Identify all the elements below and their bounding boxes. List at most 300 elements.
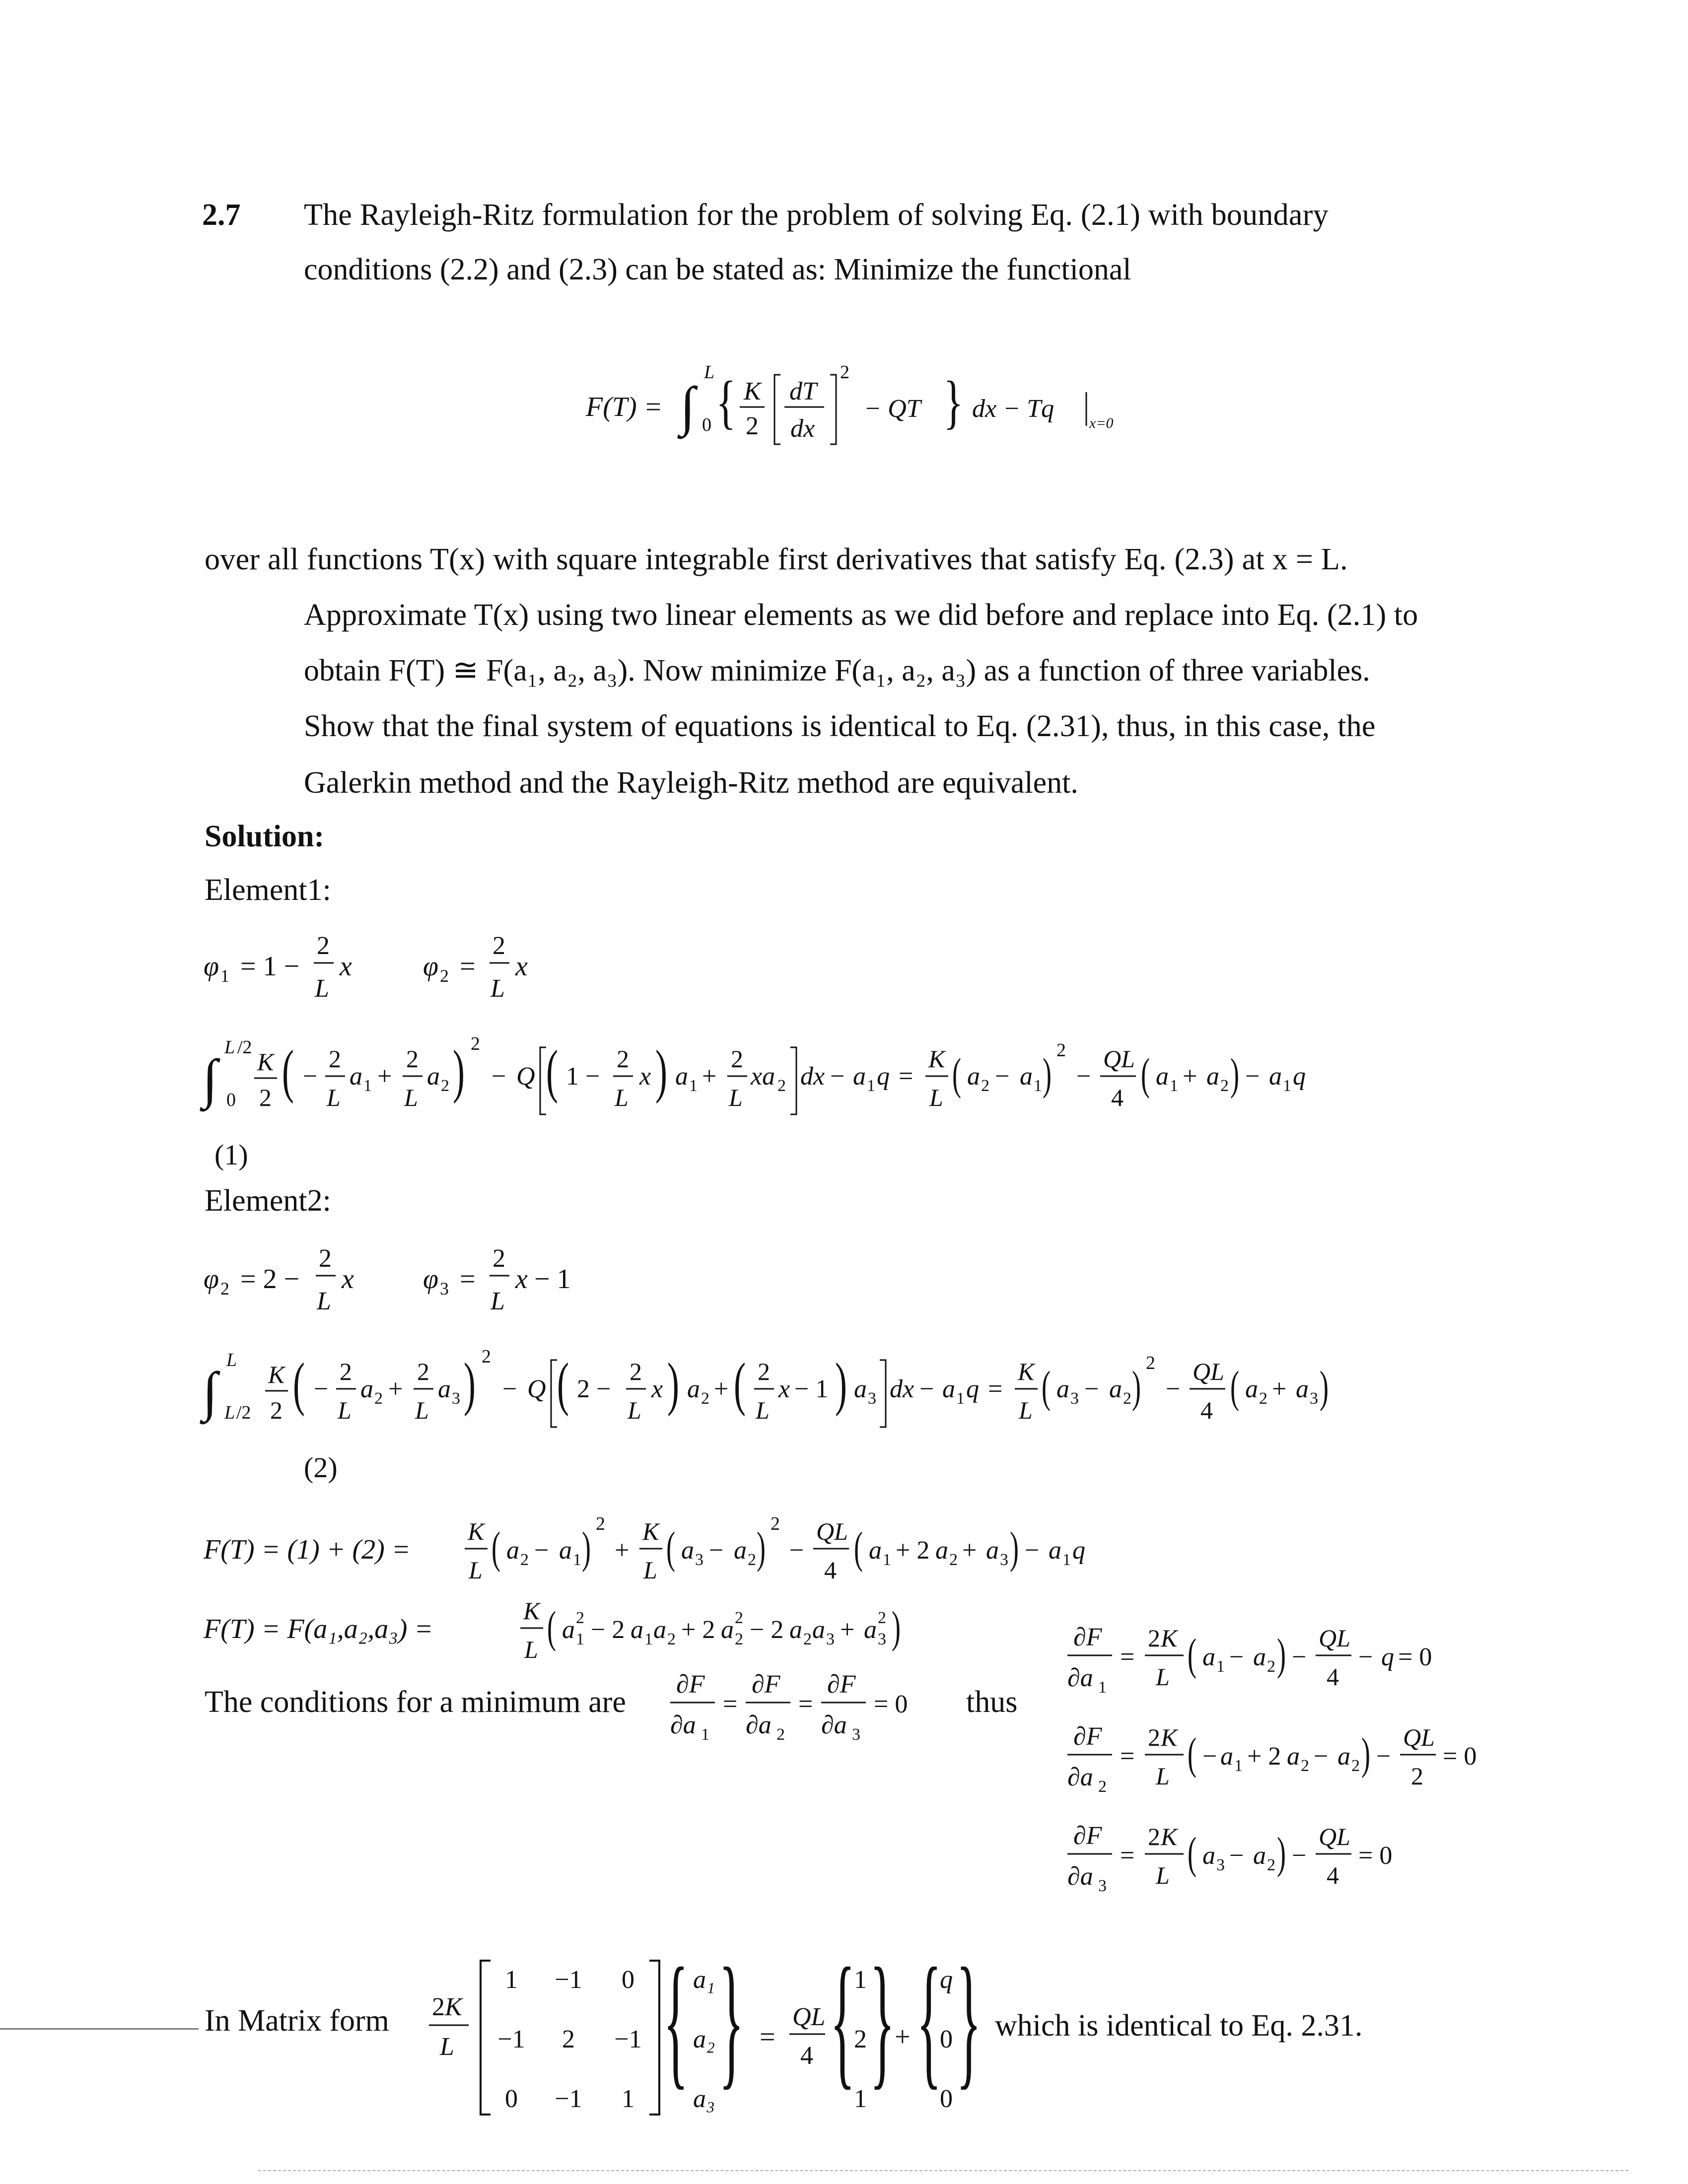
svg-text:a: a bbox=[734, 1536, 747, 1565]
svg-text:2 −: 2 − bbox=[577, 1375, 611, 1403]
svg-text:L: L bbox=[1156, 1663, 1170, 1691]
svg-text:x: x bbox=[639, 1062, 651, 1091]
svg-text:2: 2 bbox=[776, 1725, 785, 1744]
svg-text:2: 2 bbox=[1148, 1624, 1160, 1652]
two-den: 2 bbox=[746, 412, 759, 440]
svg-text:=: = bbox=[460, 1264, 476, 1295]
svg-text:a: a bbox=[1109, 1375, 1122, 1403]
svg-text:a: a bbox=[967, 1062, 980, 1091]
svg-text:2: 2 bbox=[731, 1045, 743, 1073]
svg-text:a: a bbox=[1337, 1742, 1350, 1771]
load-vector-entry: 1 bbox=[854, 1966, 867, 1994]
svg-text:−: − bbox=[1076, 1062, 1091, 1091]
open-brace: { bbox=[716, 369, 736, 435]
svg-text:2: 2 bbox=[878, 1609, 886, 1627]
svg-text:−: − bbox=[709, 1536, 724, 1565]
partial-derivative-equations bbox=[1062, 1611, 1628, 1918]
svg-text:2: 2 bbox=[758, 1358, 770, 1385]
svg-text:2: 2 bbox=[735, 1630, 743, 1648]
svg-text:): ) bbox=[1320, 1363, 1329, 1412]
eval-point: x=0 bbox=[1089, 415, 1114, 431]
svg-text:K: K bbox=[257, 1048, 274, 1076]
svg-text:a: a bbox=[1253, 1842, 1266, 1870]
svg-text:2: 2 bbox=[1267, 1657, 1275, 1676]
svg-text:=: = bbox=[723, 1690, 738, 1718]
svg-text:1: 1 bbox=[689, 1077, 698, 1095]
svg-text:{: { bbox=[916, 1937, 942, 2103]
svg-text:L: L bbox=[1019, 1396, 1033, 1424]
matrix-equation bbox=[417, 1937, 1013, 2129]
svg-text:+: + bbox=[962, 1536, 977, 1565]
svg-text:a: a bbox=[675, 1062, 688, 1091]
svg-text:1: 1 bbox=[576, 1630, 584, 1648]
element1-shape-functions bbox=[199, 923, 606, 1018]
f-expand-lhs: F(T) = F(a₁,a₂,a₃) = bbox=[204, 1614, 433, 1644]
matrix-cell: 0 bbox=[505, 2085, 518, 2113]
matrix-cell: 0 bbox=[622, 1966, 634, 1994]
svg-text:a: a bbox=[1020, 1062, 1033, 1091]
svg-text:a: a bbox=[653, 1616, 666, 1644]
matrix-label: In Matrix form bbox=[205, 2004, 389, 2038]
svg-text:−: − bbox=[502, 1375, 517, 1403]
svg-text:+: + bbox=[388, 1375, 403, 1403]
svg-text:∂F: ∂F bbox=[1073, 1722, 1102, 1751]
svg-text:1: 1 bbox=[363, 1077, 372, 1095]
svg-text:K: K bbox=[468, 1517, 485, 1545]
svg-text:a: a bbox=[1206, 1062, 1219, 1091]
svg-text:): ) bbox=[464, 1351, 476, 1417]
svg-text:): ) bbox=[1277, 1630, 1286, 1680]
svg-text:a: a bbox=[1049, 1536, 1061, 1565]
svg-text:K: K bbox=[445, 1993, 462, 2021]
svg-text:+ 2: + 2 bbox=[681, 1616, 715, 1644]
svg-text:1: 1 bbox=[867, 1077, 875, 1095]
svg-text:a: a bbox=[438, 1375, 451, 1403]
svg-text:QL: QL bbox=[816, 1517, 848, 1545]
svg-text:a: a bbox=[869, 1536, 882, 1565]
matrix-cell: −1 bbox=[497, 2025, 525, 2053]
svg-text:a: a bbox=[942, 1375, 955, 1403]
svg-text:+: + bbox=[1272, 1375, 1287, 1403]
svg-text:4: 4 bbox=[800, 2042, 813, 2070]
svg-text:(: ( bbox=[952, 1050, 961, 1099]
svg-text:−: − bbox=[995, 1062, 1010, 1091]
svg-text:= 1 −: = 1 − bbox=[240, 951, 300, 982]
int-lower: 0 bbox=[702, 414, 711, 435]
matrix-cell: −1 bbox=[555, 1966, 582, 1994]
svg-text:a: a bbox=[1056, 1375, 1069, 1403]
svg-text:−: − bbox=[1292, 1842, 1307, 1870]
svg-text:∂F: ∂F bbox=[1073, 1822, 1102, 1850]
boundary-vector-entry: q bbox=[940, 1966, 953, 1994]
svg-text:x: x bbox=[340, 951, 352, 982]
svg-text:/2: /2 bbox=[237, 1037, 252, 1058]
svg-text:a: a bbox=[559, 1536, 572, 1565]
close-brace: } bbox=[943, 369, 964, 435]
svg-text:2: 2 bbox=[317, 932, 330, 960]
svg-text:): ) bbox=[1010, 1523, 1019, 1573]
svg-text:−: − bbox=[919, 1375, 934, 1403]
svg-text:4: 4 bbox=[824, 1556, 837, 1584]
svg-text:2: 2 bbox=[748, 1551, 756, 1569]
svg-text:2: 2 bbox=[340, 1358, 352, 1385]
svg-text:2: 2 bbox=[630, 1358, 642, 1385]
svg-text:1: 1 bbox=[1034, 1077, 1042, 1095]
svg-text:2: 2 bbox=[440, 966, 449, 986]
svg-text:2: 2 bbox=[492, 1244, 505, 1273]
svg-text:a: a bbox=[506, 1536, 519, 1565]
svg-text:): ) bbox=[757, 1523, 766, 1573]
svg-text:K: K bbox=[1161, 1823, 1178, 1850]
matrix-cell: 1 bbox=[505, 1966, 518, 1994]
svg-text:a: a bbox=[812, 1616, 825, 1644]
svg-text:1: 1 bbox=[1234, 1757, 1243, 1775]
svg-text:−: − bbox=[1292, 1643, 1307, 1671]
svg-text:2: 2 bbox=[1351, 1757, 1360, 1775]
svg-text:2: 2 bbox=[949, 1551, 958, 1569]
element2-shape-functions bbox=[199, 1236, 645, 1330]
svg-text:3: 3 bbox=[878, 1630, 886, 1648]
svg-text:+: + bbox=[702, 1062, 717, 1091]
svg-text:a: a bbox=[427, 1062, 440, 1091]
svg-text:=: = bbox=[760, 2022, 775, 2052]
svg-text:+: + bbox=[615, 1536, 630, 1565]
minus-QT: − QT bbox=[864, 395, 921, 423]
svg-text:2: 2 bbox=[1148, 1823, 1160, 1850]
paragraph-line-5: Galerkin method and the Rayleigh-Ritz method are equivalent. bbox=[304, 766, 1078, 800]
svg-text:(: ( bbox=[1188, 1829, 1196, 1878]
svg-text:2: 2 bbox=[1148, 1723, 1160, 1751]
svg-text:− 2: − 2 bbox=[750, 1616, 784, 1644]
svg-text:QL: QL bbox=[792, 2003, 826, 2031]
svg-text:2: 2 bbox=[1301, 1757, 1309, 1775]
svg-text:1: 1 bbox=[956, 1389, 965, 1408]
svg-text:a: a bbox=[681, 1536, 694, 1565]
svg-text:2: 2 bbox=[1411, 1762, 1423, 1790]
svg-text:x: x bbox=[342, 1264, 354, 1295]
svg-text:= 0: = 0 bbox=[1358, 1842, 1393, 1870]
functional-lhs: F(T) = bbox=[586, 392, 663, 422]
svg-text:): ) bbox=[1230, 1050, 1239, 1099]
svg-text:3: 3 bbox=[1070, 1389, 1079, 1408]
svg-text:a: a bbox=[1202, 1842, 1215, 1870]
svg-text:4: 4 bbox=[1327, 1861, 1339, 1889]
svg-text:2: 2 bbox=[803, 1630, 812, 1648]
svg-text:2: 2 bbox=[1220, 1077, 1229, 1095]
svg-text:QL: QL bbox=[1319, 1624, 1350, 1652]
svg-text:2: 2 bbox=[417, 1358, 429, 1385]
svg-text:1: 1 bbox=[573, 1551, 581, 1569]
svg-text:2: 2 bbox=[329, 1045, 341, 1073]
element1-integral bbox=[199, 1023, 1539, 1137]
svg-text:a: a bbox=[360, 1375, 373, 1403]
dx-term: dx − Tq bbox=[972, 395, 1055, 423]
svg-text:= 0: = 0 bbox=[874, 1690, 908, 1718]
svg-text:+ 2: + 2 bbox=[896, 1536, 930, 1565]
matrix-tail-text: which is identical to Eq. 2.31. bbox=[995, 2009, 1363, 2043]
svg-text:−: − bbox=[789, 1536, 804, 1565]
svg-text:2: 2 bbox=[270, 1396, 282, 1424]
svg-text:=: = bbox=[1120, 1643, 1135, 1671]
paragraph-line-3: obtain F(T) ≅ F(a₁, a₂, a₃). Now minimize F(a₁, a₂, a₃) as a function of three variables. bbox=[304, 654, 1370, 687]
problem-line-2: conditions (2.2) and (2.3) can be stated as: Minimize the functional bbox=[304, 253, 1131, 286]
svg-text:2: 2 bbox=[1146, 1353, 1155, 1373]
svg-text:a: a bbox=[721, 1616, 734, 1644]
svg-text:L: L bbox=[226, 1350, 237, 1370]
svg-text:): ) bbox=[892, 1603, 901, 1652]
svg-text:2: 2 bbox=[406, 1045, 419, 1073]
svg-text:a: a bbox=[1156, 1062, 1169, 1091]
svg-text:/2: /2 bbox=[236, 1402, 251, 1423]
svg-text:3: 3 bbox=[1310, 1389, 1318, 1408]
svg-text:−: − bbox=[830, 1062, 845, 1091]
svg-text:+: + bbox=[714, 1375, 729, 1403]
svg-text:1: 1 bbox=[1098, 1678, 1107, 1697]
svg-text:): ) bbox=[582, 1523, 591, 1573]
svg-text:2: 2 bbox=[441, 1077, 449, 1095]
svg-text:+ 2: + 2 bbox=[1247, 1742, 1281, 1771]
svg-text:(: ( bbox=[853, 1523, 863, 1573]
svg-text:): ) bbox=[1277, 1829, 1286, 1878]
svg-text:(: ( bbox=[734, 1351, 746, 1417]
svg-text:2: 2 bbox=[1056, 1040, 1066, 1061]
functional-sum bbox=[199, 1504, 1340, 1593]
svg-text:QL: QL bbox=[1193, 1358, 1224, 1385]
svg-text:2: 2 bbox=[374, 1389, 383, 1408]
element1-tag: (1) bbox=[214, 1139, 248, 1171]
svg-text:L: L bbox=[440, 2033, 454, 2061]
unknown-vector-entry: a₂ bbox=[693, 2025, 715, 2053]
svg-text:1: 1 bbox=[1283, 1077, 1291, 1095]
svg-text:−: − bbox=[492, 1062, 506, 1091]
load-vector-entry: 2 bbox=[854, 2025, 867, 2053]
svg-text:∂a: ∂a bbox=[746, 1711, 772, 1739]
svg-text:L: L bbox=[628, 1396, 641, 1424]
svg-text:L: L bbox=[524, 1636, 538, 1663]
svg-text:a: a bbox=[854, 1375, 867, 1403]
element1-label: Element1: bbox=[205, 873, 331, 907]
svg-text:= 0: = 0 bbox=[1398, 1643, 1432, 1671]
svg-text:a: a bbox=[1296, 1375, 1309, 1403]
conditions-partials bbox=[665, 1658, 953, 1757]
svg-text:1: 1 bbox=[1062, 1551, 1071, 1569]
svg-text:2: 2 bbox=[735, 1609, 743, 1627]
svg-text:3: 3 bbox=[1000, 1551, 1008, 1569]
svg-text:2: 2 bbox=[319, 1244, 332, 1273]
svg-text:(: ( bbox=[1042, 1363, 1051, 1412]
svg-text:−: − bbox=[1166, 1375, 1181, 1403]
svg-text:K: K bbox=[642, 1517, 659, 1545]
svg-text:a: a bbox=[1287, 1742, 1300, 1771]
matrix-cell: 2 bbox=[562, 2025, 575, 2053]
svg-text:a: a bbox=[1269, 1062, 1282, 1091]
svg-text:(: ( bbox=[1188, 1630, 1196, 1680]
svg-text:2: 2 bbox=[520, 1551, 529, 1569]
svg-text:a: a bbox=[789, 1616, 802, 1644]
svg-text:dx: dx bbox=[800, 1062, 825, 1091]
svg-text:3: 3 bbox=[826, 1630, 835, 1648]
svg-text:(: ( bbox=[557, 1351, 569, 1417]
svg-text:=: = bbox=[1120, 1742, 1135, 1771]
svg-text:φ: φ bbox=[204, 951, 219, 982]
svg-text:∂a: ∂a bbox=[1067, 1664, 1093, 1692]
svg-text:(: ( bbox=[1188, 1729, 1196, 1779]
svg-text:∂a: ∂a bbox=[821, 1711, 847, 1739]
svg-text:−: − bbox=[1376, 1742, 1391, 1771]
svg-text:1 −: 1 − bbox=[566, 1062, 600, 1091]
svg-text:2: 2 bbox=[777, 1077, 786, 1095]
svg-text:L: L bbox=[404, 1084, 418, 1111]
svg-text:1: 1 bbox=[644, 1630, 653, 1648]
matrix-cell: 1 bbox=[622, 2085, 634, 2113]
svg-text:L: L bbox=[929, 1084, 943, 1111]
svg-text:L: L bbox=[338, 1396, 352, 1424]
svg-text:K: K bbox=[928, 1045, 945, 1073]
svg-text:(: ( bbox=[492, 1523, 500, 1573]
svg-text:+: + bbox=[895, 2022, 911, 2052]
svg-text:−: − bbox=[1245, 1062, 1260, 1091]
svg-text:∂F: ∂F bbox=[752, 1670, 780, 1699]
svg-text:3: 3 bbox=[1216, 1856, 1225, 1874]
svg-text:QL: QL bbox=[1403, 1723, 1435, 1751]
scan-line-left bbox=[0, 2028, 199, 2030]
svg-text:2: 2 bbox=[576, 1609, 584, 1627]
svg-text:−: − bbox=[1202, 1742, 1217, 1771]
svg-text:{: { bbox=[663, 1937, 689, 2103]
unknown-vector-entry: a₃ bbox=[693, 2085, 715, 2113]
square: 2 bbox=[840, 362, 849, 383]
matrix-cell: −1 bbox=[614, 2025, 642, 2053]
svg-text:a: a bbox=[1220, 1742, 1233, 1771]
svg-text:=: = bbox=[988, 1375, 1003, 1403]
svg-text:4: 4 bbox=[1200, 1396, 1213, 1424]
svg-text:L: L bbox=[469, 1556, 483, 1584]
svg-text:L: L bbox=[1156, 1762, 1170, 1790]
svg-text:2: 2 bbox=[432, 1993, 445, 2021]
svg-text:=: = bbox=[899, 1062, 914, 1091]
svg-text:a: a bbox=[350, 1062, 362, 1091]
svg-text:+: + bbox=[840, 1616, 855, 1644]
svg-text:1: 1 bbox=[1170, 1077, 1178, 1095]
svg-text:K: K bbox=[1161, 1624, 1178, 1652]
svg-text:2: 2 bbox=[482, 1346, 491, 1367]
int-upper: L bbox=[704, 362, 715, 383]
svg-text:x: x bbox=[515, 951, 528, 982]
svg-text:= 2 −: = 2 − bbox=[240, 1264, 300, 1295]
svg-text:L: L bbox=[327, 1084, 341, 1111]
svg-text:L: L bbox=[415, 1396, 429, 1424]
svg-text:(: ( bbox=[1141, 1050, 1150, 1099]
unknown-vector-entry: a₁ bbox=[693, 1966, 715, 1994]
svg-text:K: K bbox=[1161, 1723, 1178, 1751]
svg-text:−: − bbox=[534, 1536, 549, 1565]
svg-text:L: L bbox=[317, 1287, 331, 1315]
svg-text:{: { bbox=[830, 1937, 855, 2103]
svg-text:x: x bbox=[651, 1375, 663, 1403]
svg-text:K: K bbox=[523, 1597, 540, 1625]
matrix-cell: −1 bbox=[555, 2085, 582, 2113]
svg-text:xa: xa bbox=[751, 1062, 775, 1091]
svg-text:(: ( bbox=[293, 1351, 305, 1417]
svg-text:2: 2 bbox=[596, 1513, 605, 1534]
svg-text:= 0: = 0 bbox=[1443, 1742, 1477, 1771]
svg-text:+: + bbox=[377, 1062, 392, 1091]
svg-text:Q: Q bbox=[527, 1375, 546, 1403]
svg-text:0: 0 bbox=[226, 1090, 236, 1110]
svg-text:−: − bbox=[303, 1062, 318, 1091]
svg-text:Q: Q bbox=[516, 1062, 535, 1091]
svg-text:(: ( bbox=[282, 1038, 294, 1104]
svg-text:1: 1 bbox=[1216, 1657, 1225, 1676]
svg-text:∂a: ∂a bbox=[1067, 1862, 1093, 1891]
svg-text:1: 1 bbox=[883, 1551, 891, 1569]
svg-text:a: a bbox=[1253, 1643, 1266, 1671]
svg-text:2: 2 bbox=[1259, 1389, 1267, 1408]
f-sum-lhs: F(T) = (1) + (2) = bbox=[204, 1534, 411, 1565]
scan-line-bottom bbox=[258, 2170, 1628, 2171]
svg-text:− 2: − 2 bbox=[591, 1616, 625, 1644]
svg-text:3: 3 bbox=[452, 1389, 460, 1408]
svg-text:−: − bbox=[1358, 1643, 1373, 1671]
paragraph-line-2: Approximate T(x) using two linear elements as we did before and replace into Eq. (2.1) to bbox=[304, 598, 1418, 632]
svg-text:3: 3 bbox=[1098, 1877, 1107, 1895]
svg-text:L: L bbox=[224, 1402, 235, 1423]
svg-text:a: a bbox=[853, 1062, 866, 1091]
svg-text:): ) bbox=[667, 1351, 679, 1417]
svg-text:=: = bbox=[1120, 1842, 1135, 1870]
svg-text:−: − bbox=[1229, 1842, 1244, 1870]
svg-text:2: 2 bbox=[1098, 1777, 1107, 1796]
svg-text:q: q bbox=[966, 1375, 979, 1403]
svg-text:a: a bbox=[631, 1616, 643, 1644]
svg-text:L: L bbox=[315, 974, 329, 1003]
svg-text:(: ( bbox=[666, 1523, 675, 1573]
svg-text:q: q bbox=[1072, 1536, 1085, 1565]
svg-text:∂F: ∂F bbox=[827, 1670, 856, 1699]
svg-text:φ: φ bbox=[423, 951, 438, 982]
svg-text:1: 1 bbox=[701, 1725, 709, 1744]
svg-text:}: } bbox=[719, 1937, 744, 2103]
svg-text:}: } bbox=[870, 1937, 895, 2103]
svg-text:a: a bbox=[1202, 1643, 1215, 1671]
conditions-text: The conditions for a minimum are bbox=[205, 1685, 626, 1719]
svg-text:2: 2 bbox=[771, 1513, 780, 1534]
svg-text:a: a bbox=[1245, 1375, 1258, 1403]
svg-text:∂a: ∂a bbox=[670, 1711, 696, 1739]
element2-label: Element2: bbox=[205, 1184, 331, 1218]
svg-text:2: 2 bbox=[492, 932, 505, 960]
svg-text:2: 2 bbox=[471, 1033, 480, 1054]
svg-text:3: 3 bbox=[852, 1725, 860, 1744]
svg-text:q: q bbox=[1293, 1062, 1306, 1091]
svg-text:∫: ∫ bbox=[203, 1048, 218, 1109]
svg-text:− 1: − 1 bbox=[534, 1264, 571, 1295]
svg-text:): ) bbox=[835, 1351, 847, 1417]
svg-text:3: 3 bbox=[695, 1551, 703, 1569]
svg-text:∂F: ∂F bbox=[1073, 1623, 1102, 1651]
svg-text:q: q bbox=[877, 1062, 890, 1091]
svg-text:L: L bbox=[643, 1556, 657, 1584]
svg-text:L: L bbox=[756, 1396, 770, 1424]
svg-text:): ) bbox=[1361, 1729, 1370, 1779]
svg-text:): ) bbox=[655, 1038, 667, 1104]
element2-integral bbox=[199, 1335, 1539, 1449]
paragraph-line-1: over all functions T(x) with square integrable first derivatives that satisfy Eq. (2.3) at x = L. bbox=[205, 543, 1348, 576]
svg-text:2: 2 bbox=[1123, 1389, 1131, 1408]
svg-text:}: } bbox=[956, 1937, 982, 2103]
element2-tag: (2) bbox=[304, 1451, 338, 1484]
svg-text:K: K bbox=[268, 1361, 285, 1388]
